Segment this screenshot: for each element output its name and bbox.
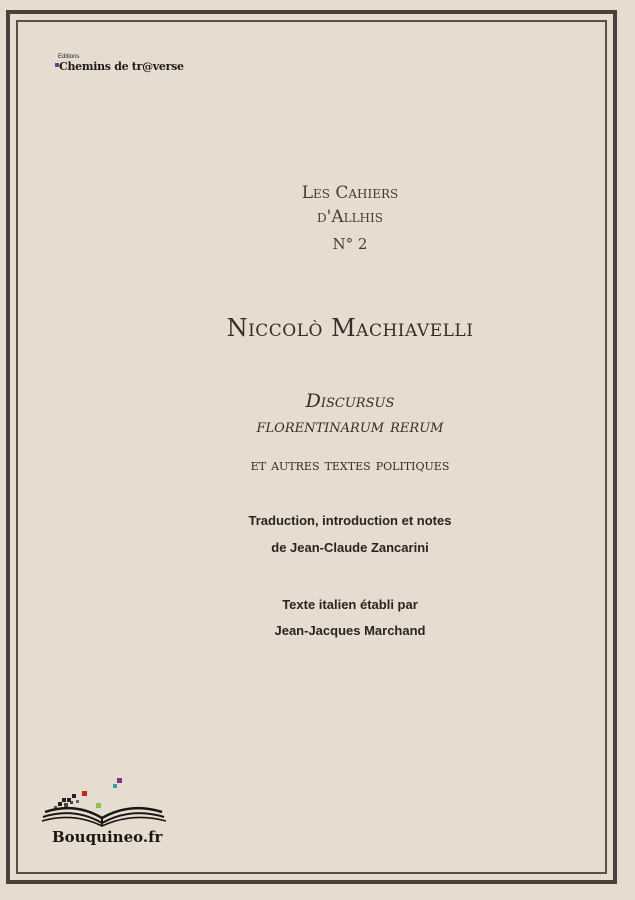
publisher-small-label: Editions bbox=[58, 54, 80, 60]
subtitle: et autres textes politiques bbox=[250, 455, 450, 474]
imprint-name: Bouquineo.fr bbox=[52, 828, 163, 846]
series-number: N° 2 bbox=[332, 235, 368, 253]
title-line-2: florentinarum rerum bbox=[256, 415, 444, 437]
author-name: Niccolò Machiavelli bbox=[226, 314, 474, 342]
series-line-1: Les Cahiers bbox=[301, 183, 399, 203]
edition-credit-line-1: Texte italien établi par bbox=[282, 597, 418, 612]
inner-frame bbox=[16, 20, 607, 874]
translation-credit-line-2: de Jean-Claude Zancarini bbox=[271, 540, 429, 555]
title-line-1: Discursus bbox=[305, 390, 395, 412]
publisher-name: Chemins de tr@verse bbox=[59, 60, 184, 73]
series-line-2: d'Allhis bbox=[317, 207, 383, 227]
translation-credit-line-1: Traduction, introduction et notes bbox=[248, 513, 452, 528]
edition-credit-line-2: Jean-Jacques Marchand bbox=[274, 623, 426, 638]
